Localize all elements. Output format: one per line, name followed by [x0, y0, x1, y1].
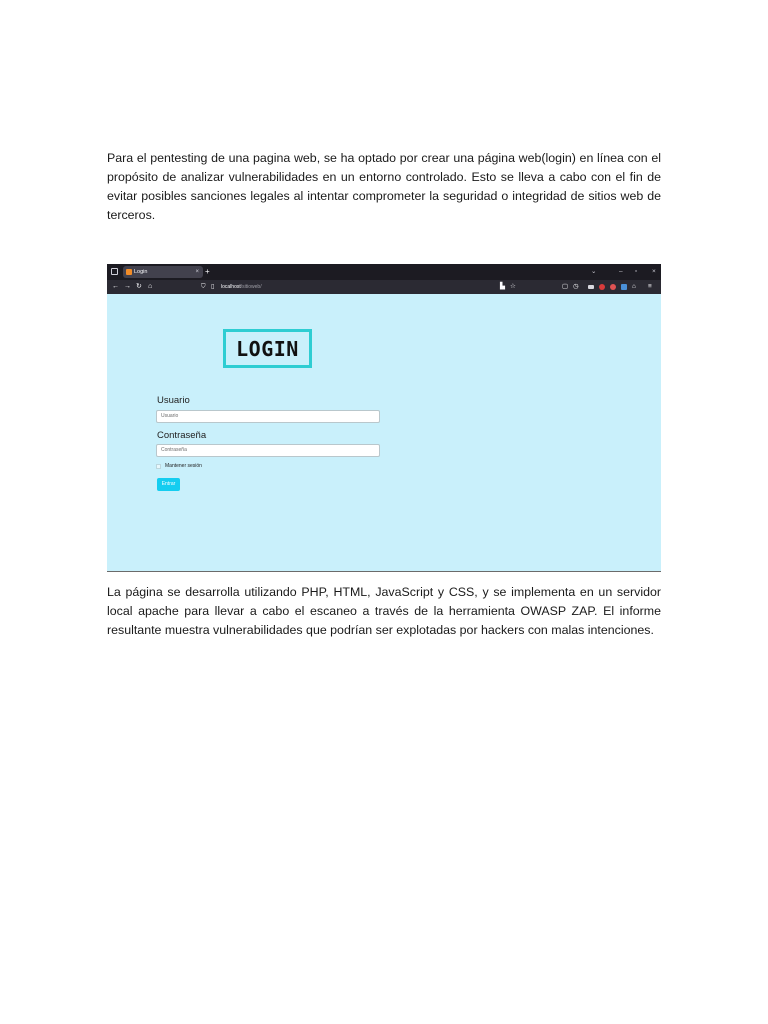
- extension-icon[interactable]: [588, 285, 594, 289]
- extension-icon[interactable]: [610, 284, 616, 290]
- tab-close-icon[interactable]: ×: [195, 269, 199, 275]
- username-placeholder: Usuario: [161, 413, 179, 419]
- shield-icon[interactable]: ⛉: [201, 284, 206, 290]
- username-input[interactable]: [156, 410, 380, 423]
- tab-login[interactable]: [123, 266, 203, 278]
- login-logo: [223, 329, 312, 368]
- password-input[interactable]: [156, 444, 380, 457]
- tab-title: Login: [134, 269, 148, 275]
- url-bar[interactable]: [197, 282, 517, 292]
- extension-icon[interactable]: [599, 284, 605, 290]
- browser-tab-bar: [107, 264, 661, 280]
- back-icon[interactable]: ←: [112, 283, 119, 290]
- description-paragraph: La página se desarrolla utilizando PHP, HTML, JavaScript y CSS, y se implementa en un servidor local apache para llevar a cabo el escaneo a través de la herramienta OWASP ZAP. El informe resultante muestra vulnerabilidades que podrían ser explotadas por hackers con malas intenciones.: [107, 585, 661, 637]
- browser-nav-bar: [107, 280, 661, 294]
- remember-checkbox[interactable]: [156, 464, 161, 469]
- history-icon[interactable]: ◷: [573, 283, 579, 290]
- browser-screenshot: [107, 264, 661, 572]
- home-toolbar-icon[interactable]: ⌂: [632, 283, 636, 290]
- home-icon[interactable]: ⌂: [148, 283, 153, 290]
- url-text[interactable]: localhost/sitioweb/: [221, 284, 262, 290]
- intro-paragraph: Para el pentesting de una pagina web, se ha optado por crear una página web(login) en línea con el propósito de analizar vulnerabilidades en un entorno controlado. Esto se lleva a cabo con el fin de evitar posibles sanciones legales al intentar comprometer la seguridad o integridad de sitios web de terceros.: [107, 151, 661, 222]
- reload-icon[interactable]: ↻: [136, 283, 142, 290]
- username-label: Usuario: [157, 395, 190, 406]
- close-window-icon[interactable]: ×: [652, 268, 656, 275]
- new-tab-button[interactable]: +: [205, 267, 210, 276]
- password-label: Contraseña: [157, 430, 207, 441]
- maximize-icon[interactable]: ▫: [635, 268, 638, 275]
- tab-list-icon[interactable]: [111, 268, 118, 275]
- star-icon[interactable]: ☆: [510, 283, 516, 290]
- extension-icon[interactable]: [621, 284, 627, 290]
- password-placeholder: Contraseña: [161, 447, 187, 453]
- logo-text: LOGIN: [236, 336, 299, 361]
- submit-button[interactable]: Entrar: [157, 478, 180, 491]
- minimize-icon[interactable]: –: [619, 268, 623, 275]
- forward-icon[interactable]: →: [124, 283, 131, 290]
- pocket-icon[interactable]: ▢: [562, 283, 569, 290]
- tab-overflow-icon[interactable]: ⌄: [591, 268, 597, 275]
- favicon-icon: [126, 269, 132, 275]
- menu-icon[interactable]: ≡: [648, 283, 652, 290]
- page-icon: ▯: [211, 284, 215, 290]
- translate-icon[interactable]: ▙: [500, 283, 505, 290]
- remember-label: Mantener sesión: [165, 463, 202, 469]
